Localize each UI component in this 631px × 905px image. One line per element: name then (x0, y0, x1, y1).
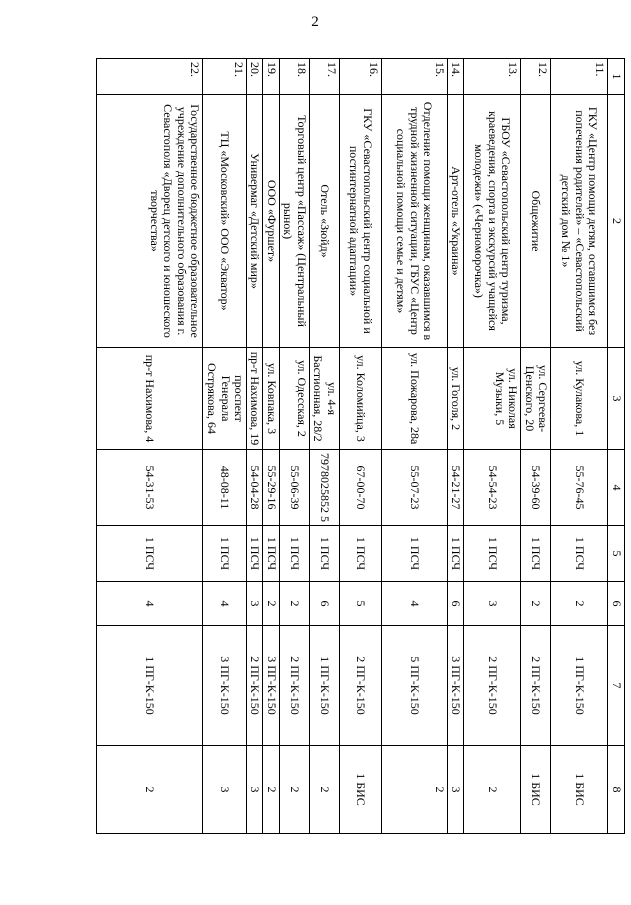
col6-value: 2 (279, 582, 309, 626)
header-cell: 6 (608, 582, 625, 626)
col6-value: 4 (381, 582, 447, 626)
row-number: 20. (247, 59, 263, 95)
col8-value: 2 (97, 746, 203, 834)
fire-station: 1 ПСЧ (263, 526, 279, 582)
header-cell: 8 (608, 746, 625, 834)
phone: 67-00-70 (339, 450, 381, 526)
col7-value: 1 ПГ-К-150 (309, 626, 339, 746)
table-row (381, 59, 447, 834)
header-cell: 1 (608, 59, 625, 95)
col7-value: 1 ПГ-К-150 (97, 626, 203, 746)
fire-station: 1 ПСЧ (381, 526, 447, 582)
row-number: 21. (203, 59, 247, 95)
object-name: Торговый центр «Пассаж» (Центральный рынок) (279, 95, 309, 348)
col7-value: 2 ПГ-К-150 (521, 626, 551, 746)
row-number: 13. (464, 59, 521, 95)
address: ул. Николая Музыки, 5 (464, 348, 521, 450)
fire-station: 1 ПСЧ (447, 526, 463, 582)
phone: 54-21-27 (447, 450, 463, 526)
fire-station: 1 ПСЧ (279, 526, 309, 582)
col8-value: 3 (247, 746, 263, 834)
col8-value: 2 (279, 746, 309, 834)
col7-value: 2 ПГ-К-150 (279, 626, 309, 746)
row-number: 19. (263, 59, 279, 95)
phone: 55-06-39 (279, 450, 309, 526)
phone: 55-76-45 (551, 450, 608, 526)
address: ул. Одесская, 2 (279, 348, 309, 450)
object-name: ГБОУ «Севастопольский центр туризма, краеведения, спорта и экскурсий учащейся молодежи» («Черноморочка») (464, 95, 521, 348)
object-name: Арт-отель «Украина» (447, 95, 463, 348)
table-row (464, 59, 521, 834)
col8-value: 1 БИС (521, 746, 551, 834)
col7-value: 2 ПГ-К-150 (339, 626, 381, 746)
col8-value: 1 БИС (339, 746, 381, 834)
col7-value: 3 ПГ-К-150 (447, 626, 463, 746)
object-name: ООО «Фуршет» (263, 95, 279, 348)
table-row (447, 59, 463, 834)
col7-value: 2 ПГ-К-150 (464, 626, 521, 746)
object-name: Отель «Зюйд» (309, 95, 339, 348)
col8-value: 2 (381, 746, 447, 834)
row-number: 17. (309, 59, 339, 95)
row-number: 16. (339, 59, 381, 95)
table-row (339, 59, 381, 834)
col6-value: 4 (97, 582, 203, 626)
object-name: Универмаг «Детский мир» (247, 95, 263, 348)
fire-station: 1 ПСЧ (464, 526, 521, 582)
table-row (551, 59, 608, 834)
col8-value: 2 (309, 746, 339, 834)
header-cell: 4 (608, 450, 625, 526)
row-number: 11. (551, 59, 608, 95)
table-row (279, 59, 309, 834)
phone: 54-54-23 (464, 450, 521, 526)
object-name: ТЦ «Московский» ООО «Экватор» (203, 95, 247, 348)
table-row (203, 59, 247, 834)
address: ул. Коломийца, 3 (339, 348, 381, 450)
fire-station: 1 ПСЧ (97, 526, 203, 582)
address: ул. Ковпака, 3 (263, 348, 279, 450)
rotated-table-container (105, 58, 625, 833)
col6-value: 6 (309, 582, 339, 626)
object-name: Общежитие (521, 95, 551, 348)
address: ул. Пожарова, 28а (381, 348, 447, 450)
col6-value: 4 (203, 582, 247, 626)
fire-station: 1 ПСЧ (339, 526, 381, 582)
col6-value: 3 (464, 582, 521, 626)
header-cell: 5 (608, 526, 625, 582)
header-cell: 7 (608, 626, 625, 746)
table-row (97, 59, 203, 834)
row-number: 15. (381, 59, 447, 95)
phone: 54-31-53 (97, 450, 203, 526)
phone: 54-04-28 (247, 450, 263, 526)
col7-value: 3 ПГ-К-150 (203, 626, 247, 746)
fire-station: 1 ПСЧ (203, 526, 247, 582)
row-number: 18. (279, 59, 309, 95)
header-cell: 3 (608, 348, 625, 450)
address: проспект Генерала Острякова, 64 (203, 348, 247, 450)
header-row (608, 59, 625, 834)
fire-station: 1 ПСЧ (309, 526, 339, 582)
col6-value: 3 (247, 582, 263, 626)
col6-value: 5 (339, 582, 381, 626)
address: ул. Сергеева-Ценского, 20 (521, 348, 551, 450)
table-row (263, 59, 279, 834)
col7-value: 5 ПГ-К-150 (381, 626, 447, 746)
table-row (247, 59, 263, 834)
row-number: 14. (447, 59, 463, 95)
table-row (521, 59, 551, 834)
col8-value: 2 (464, 746, 521, 834)
address: пр-т Нахимова, 4 (97, 348, 203, 450)
object-name: Отделение помощи женщинам, оказавшимся в трудной жизненной ситуации, ГБУС «Центр социальной помощи семье и детям» (381, 95, 447, 348)
object-name: Государственное бюджетное образовательное учреждение дополнительного образования г. Севастополя «Дворец детского и юношеского творчества» (97, 95, 203, 348)
col6-value: 6 (447, 582, 463, 626)
fire-station: 1 ПСЧ (247, 526, 263, 582)
address: ул. Гоголя, 2 (447, 348, 463, 450)
address: ул. Кулакова, 1 (551, 348, 608, 450)
phone: 55-07-23 (381, 450, 447, 526)
phone: 55-29-16 (263, 450, 279, 526)
col6-value: 2 (521, 582, 551, 626)
address: пр-т Нахимова, 19 (247, 348, 263, 450)
header-cell: 2 (608, 95, 625, 348)
phone: 54-39-60 (521, 450, 551, 526)
object-name: ГКУ «Севастопольский центр социальной и постинтернатной адаптации» (339, 95, 381, 348)
col8-value: 2 (263, 746, 279, 834)
fire-station: 1 ПСЧ (551, 526, 608, 582)
col6-value: 2 (551, 582, 608, 626)
phone: 48-08-11 (203, 450, 247, 526)
fire-station: 1 ПСЧ (521, 526, 551, 582)
col8-value: 3 (203, 746, 247, 834)
row-number: 12. (521, 59, 551, 95)
col7-value: 1 ПГ-К-150 (551, 626, 608, 746)
address: ул. 4-я Бастионная, 28/2 (309, 348, 339, 450)
col7-value: 3 ПГ-К-150 (263, 626, 279, 746)
col7-value: 2 ПГ-К-150 (247, 626, 263, 746)
object-name: ГКУ «Центр помощи детям, оставшимся без попечения родителей» – «Севастопольский детский дом № 1» (551, 95, 608, 348)
row-number: 22. (97, 59, 203, 95)
table-row (309, 59, 339, 834)
phone: 7978025852 5 (309, 450, 339, 526)
col6-value: 2 (263, 582, 279, 626)
col8-value: 1 БИС (551, 746, 608, 834)
col8-value: 3 (447, 746, 463, 834)
page-number: 2 (311, 14, 319, 30)
hydrant-table (96, 58, 625, 834)
